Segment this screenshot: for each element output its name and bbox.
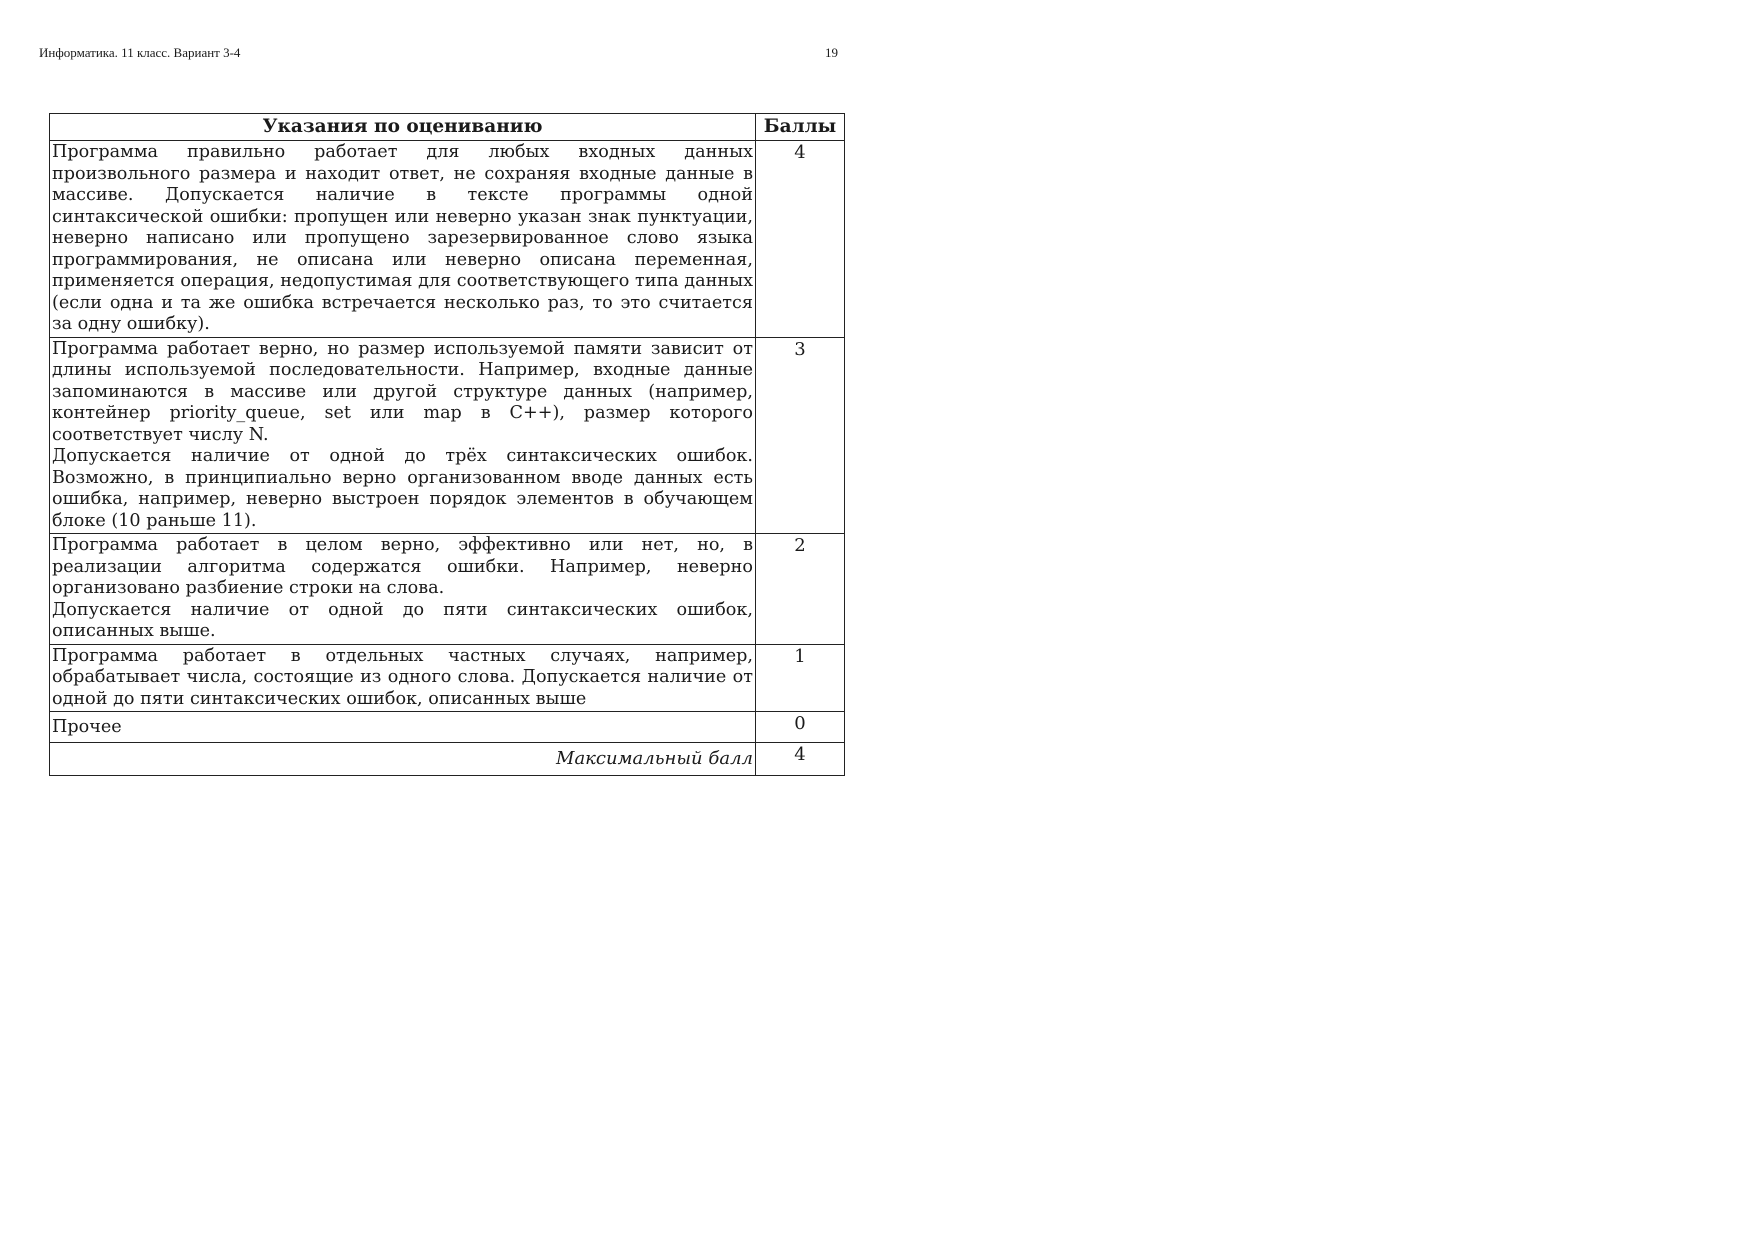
table-row — [50, 644, 845, 712]
document-header-title: Информатика. 11 класс. Вариант 3-4 — [39, 45, 241, 60]
table-row — [50, 337, 845, 534]
table-row-other — [50, 712, 845, 743]
criteria-cell — [50, 337, 756, 534]
points-column-header: Баллы — [756, 114, 845, 141]
criteria-cell — [50, 644, 756, 712]
points-cell: 1 — [756, 644, 845, 712]
grading-table — [49, 113, 845, 776]
criteria-column-header: Указания по оцениванию — [50, 114, 756, 141]
table-row — [50, 141, 845, 338]
criteria-paragraph: Программа правильно работает для любых входных данных произвольного размера и находит ответ, не сохраняя входные данные в массиве. Допускается наличие в тексте программы одной синтаксической ошибки: пропущен или неверно указан знак пунктуации, неверно написано или пропущено зарезервированное слово языка программирования, не описана или неверно описана переменная, применяется операция, недопустимая для соответствующего типа данных (если одна и та же ошибка встречается несколько раз, то это считается за одну ошибку). — [52, 142, 753, 334]
other-label: Прочее — [50, 712, 756, 743]
criteria-paragraph: Программа работает верно, но размер используемой памяти зависит от длины используемой последовательности. Например, входные данные запоминаются в массиве или другой структуре данных (например, контейнер priority_queue, set или map в C++), размер которого соответствует числу N. — [52, 338, 753, 445]
table-row — [50, 534, 845, 645]
table-header-row — [50, 114, 845, 141]
points-cell: 2 — [756, 534, 845, 645]
points-cell: 3 — [756, 337, 845, 534]
criteria-paragraph: Программа работает в отдельных частных случаях, например, обрабатывает числа, состоящие из одного слова. Допускается наличие от одной до пяти синтаксических ошибок, описанных выше — [52, 645, 753, 709]
criteria-cell — [50, 141, 756, 338]
page-number: 19 — [825, 45, 838, 60]
points-cell: 4 — [756, 141, 845, 338]
criteria-paragraph: Допускается наличие от одной до трёх синтаксических ошибок. Возможно, в принципиально верно организованном вводе данных есть ошибка, например, неверно выстроен порядок элементов в обучающем блоке (10 раньше 11). — [52, 446, 753, 531]
max-score-label: Максимальный балл — [50, 743, 756, 776]
other-points: 0 — [756, 712, 845, 743]
max-score-value: 4 — [756, 743, 845, 776]
table-row-max — [50, 743, 845, 776]
criteria-paragraph: Допускается наличие от одной до пяти синтаксических ошибок, описанных выше. — [52, 599, 753, 641]
criteria-paragraph: Программа работает в целом верно, эффективно или нет, но, в реализации алгоритма содержатся ошибки. Например, неверно организовано разбиение строки на слова. — [52, 535, 753, 598]
criteria-cell — [50, 534, 756, 645]
